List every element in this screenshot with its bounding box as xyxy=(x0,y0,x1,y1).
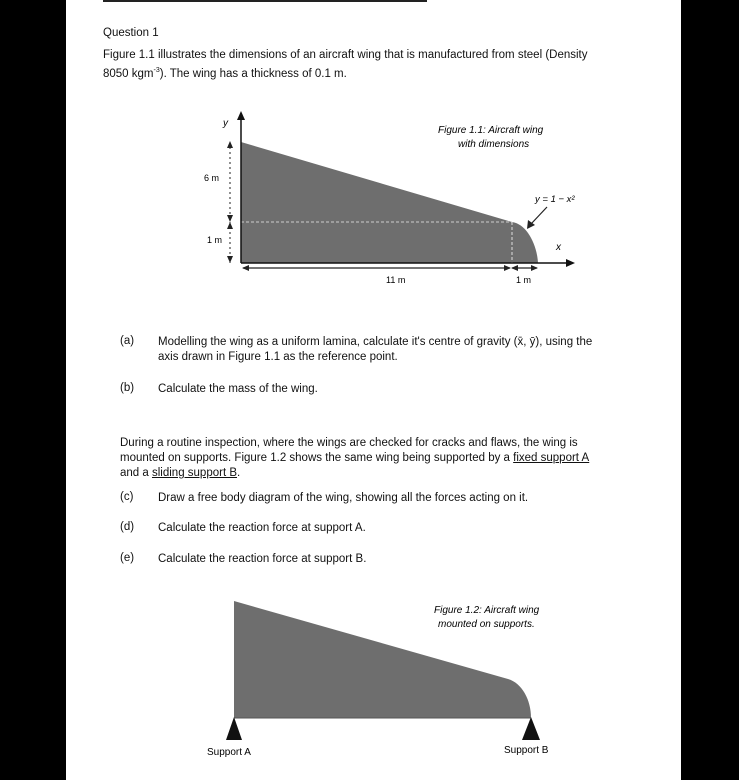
support-b-label: Support B xyxy=(504,745,549,756)
x-axis-arrow xyxy=(566,259,575,267)
y-axis-arrow xyxy=(237,111,245,120)
inspection-paragraph xyxy=(120,436,647,481)
support-b-triangle xyxy=(522,717,540,740)
support-a-label: Support A xyxy=(207,747,251,758)
figure-2-caption-line-1: Figure 1.2: Aircraft wing xyxy=(434,605,540,616)
part-a-label: (a) xyxy=(120,335,135,347)
dim-11m-arrow-left xyxy=(242,265,249,271)
part-c-text: Draw a free body diagram of the wing, showing all the forces acting on it. xyxy=(158,492,529,504)
intro-line-2-post: ). The wing has a thickness of 0.1 m. xyxy=(159,67,347,80)
wing-tip-curve-2 xyxy=(234,679,531,718)
figure-1-2 xyxy=(0,595,739,775)
intro-line-2-pre: 8050 kgm xyxy=(103,67,154,80)
dim-1m-vertical-label: 1 m xyxy=(207,235,223,245)
support-a-triangle xyxy=(226,717,242,740)
intro-line-1: Figure 1.1 illustrates the dimensions of an aircraft wing that is manufactured from steel (Density xyxy=(103,49,588,61)
question-intro xyxy=(103,48,648,82)
curve-pointer-line xyxy=(531,207,547,224)
part-e-label: (e) xyxy=(120,552,135,564)
figure-2-caption-line-2: mounted on supports. xyxy=(438,619,535,630)
dim-1m-h-arrow-left xyxy=(511,265,518,271)
inspection-line-3-end: . xyxy=(237,467,241,479)
dim-1m-arrow-top xyxy=(227,222,233,229)
part-e-text: Calculate the reaction force at support B. xyxy=(158,553,367,565)
part-a-line-2: axis drawn in Figure 1.1 as the reference point. xyxy=(158,351,398,363)
wing-tip-curve xyxy=(241,222,538,263)
dim-6m-arrow-top xyxy=(227,141,233,148)
dim-1m-arrow-bottom xyxy=(227,256,233,263)
curve-equation: y = 1 − x² xyxy=(535,194,575,205)
inspection-line-1: During a routine inspection, where the wings are checked for cracks and flaws, the wing is xyxy=(120,437,578,449)
fixed-support-a-link: fixed support A xyxy=(513,452,590,464)
inspection-line-3: and a xyxy=(120,467,152,479)
part-a-line-1: Modelling the wing as a uniform lamina, calculate it's centre of gravity (x̄, ȳ), using the xyxy=(158,336,593,348)
dim-6m-arrow-bottom xyxy=(227,215,233,222)
dim-1m-horizontal-label: 1 m xyxy=(516,275,532,285)
axis-y-label: y xyxy=(223,118,228,129)
dim-1m-h-arrow-right xyxy=(531,265,538,271)
dim-11m-arrow-right xyxy=(504,265,511,271)
part-d-label: (d) xyxy=(120,521,135,533)
part-a-text xyxy=(158,335,648,365)
part-b-label: (b) xyxy=(120,382,135,394)
part-b-text: Calculate the mass of the wing. xyxy=(158,383,318,395)
part-c-label: (c) xyxy=(120,491,134,503)
question-title: Question 1 xyxy=(103,27,159,39)
wing-shape xyxy=(241,142,512,222)
figure-1-caption-line-2: with dimensions xyxy=(458,139,530,150)
dim-11m-label: 11 m xyxy=(386,275,406,285)
figure-1-caption-line-1: Figure 1.1: Aircraft wing xyxy=(438,125,544,136)
top-rule xyxy=(103,0,427,2)
dim-6m-label: 6 m xyxy=(204,173,220,183)
inspection-line-2: mounted on supports. Figure 1.2 shows the same wing being supported by a xyxy=(120,452,514,464)
density-exponent: -3 xyxy=(153,67,160,74)
part-d-text: Calculate the reaction force at support A. xyxy=(158,522,366,534)
axis-x-label: x xyxy=(556,242,561,253)
sliding-support-b-link: sliding support B xyxy=(151,467,238,479)
